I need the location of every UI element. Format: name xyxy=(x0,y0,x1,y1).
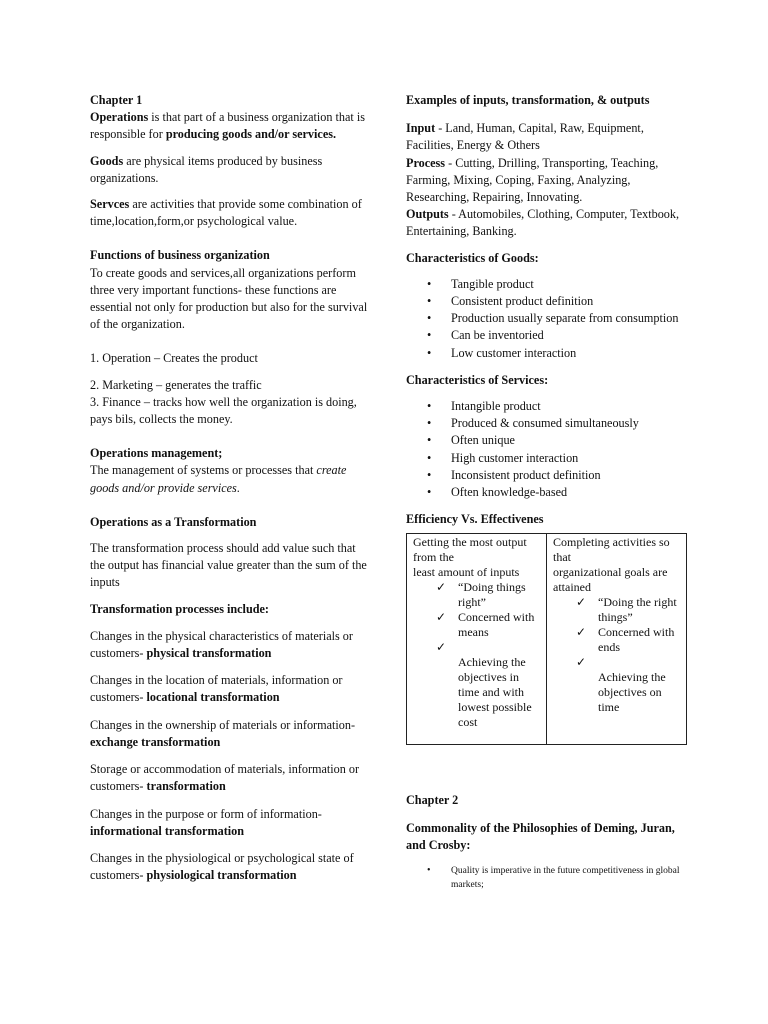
process-type: locational transformation xyxy=(146,690,280,705)
list-item: • Production usually separate from consumption xyxy=(406,310,691,327)
outputs-term: Outputs xyxy=(406,207,449,222)
list-item: • Low customer interaction xyxy=(406,345,691,362)
process-text: Changes in the location of materials, information or customers- xyxy=(90,673,343,705)
output-examples xyxy=(406,206,691,240)
om-end: . xyxy=(236,480,240,495)
process-examples xyxy=(406,155,691,207)
functions-text: To create goods and services,all organizations perform three very important functions- these functions are essential not only for production but also for the survival of the organization. xyxy=(90,265,368,332)
process-item xyxy=(90,850,370,884)
list-item: • Quality is imperative in the future competitiveness in global markets; xyxy=(406,864,691,892)
process-term: Process xyxy=(406,155,446,170)
services-term: Servces xyxy=(90,197,130,212)
functions-heading: Functions of business organization xyxy=(90,248,270,263)
services-definition xyxy=(90,196,370,230)
services-characteristics-list xyxy=(406,398,691,501)
efficiency-definition-line1: Getting the most output from the xyxy=(413,535,527,565)
efficiency-effectiveness-table xyxy=(406,533,687,745)
list-item: ✓ “Doing things right” xyxy=(413,580,541,610)
list-item: • Inconsistent product definition xyxy=(406,467,691,484)
list-item: ✓ Achieving the objectives in time and with lowest possible cost xyxy=(413,640,541,730)
transformation-heading: Operations as a Transformation xyxy=(90,514,257,529)
input-term: Input xyxy=(406,121,436,136)
efficiency-cell xyxy=(407,534,547,745)
process-type: physiological transformation xyxy=(146,868,297,883)
effectiveness-definition-line1: Completing activities so that xyxy=(553,535,670,565)
processes-heading: Transformation processes include: xyxy=(90,601,269,616)
process-item xyxy=(90,806,370,840)
process-type: transformation xyxy=(146,779,226,794)
list-item: ✓ Concerned with means xyxy=(413,610,541,640)
input-text: - Land, Human, Capital, Raw, Equipment, Facilities, Energy & Others xyxy=(406,121,644,153)
goods-characteristics-heading: Characteristics of Goods: xyxy=(406,250,539,265)
operations-definition xyxy=(90,109,370,143)
process-text: Changes in the purpose or form of information- xyxy=(90,806,322,821)
operations-text: is that part of a business organization that is responsible for xyxy=(90,110,365,142)
operations-bold: producing goods and/or services. xyxy=(165,127,337,142)
process-text: Changes in the physiological or psychological state of customers- xyxy=(90,850,354,883)
services-characteristics-heading: Characteristics of Services: xyxy=(406,372,549,387)
operations-term: Operations xyxy=(90,110,149,125)
transformation-text: The transformation process should add value such that the output has financial value greater than the sum of the inputs xyxy=(90,541,367,590)
list-item: • Intangible product xyxy=(406,398,691,415)
om-heading: Operations management; xyxy=(90,446,223,461)
table-row xyxy=(407,534,687,745)
list-item: • High customer interaction xyxy=(406,450,691,467)
goods-text: are physical items produced by business organizations. xyxy=(90,153,323,185)
effectiveness-list xyxy=(553,595,681,715)
process-type: physical transformation xyxy=(146,646,272,661)
list-item: • Consistent product definition xyxy=(406,293,691,310)
list-item: ✓ Concerned with ends xyxy=(553,625,681,655)
list-item: • Often unique xyxy=(406,432,691,449)
process-text: Changes in the physical characteristics of materials or customers- xyxy=(90,628,353,661)
efficiency-heading: Efficiency Vs. Effectivenes xyxy=(406,512,544,527)
commonality-heading: Commonality of the Philosophies of Deming, Juran, and Crosby: xyxy=(406,820,675,852)
process-item xyxy=(90,717,370,751)
list-item: ✓ “Doing the right things” xyxy=(553,595,681,625)
list-item: • Often knowledge-based xyxy=(406,484,691,501)
list-item: • Tangible product xyxy=(406,276,691,293)
efficiency-definition-line2: least amount of inputs xyxy=(413,565,520,580)
chapter-2-heading: Chapter 2 xyxy=(406,793,459,808)
process-item xyxy=(90,628,370,662)
right-column xyxy=(406,92,691,892)
outputs-text: - Automobiles, Clothing, Computer, Textbook, Entertaining, Banking. xyxy=(406,207,680,239)
process-type: informational transformation xyxy=(90,823,245,838)
function-finance: 3. Finance – tracks how well the organization is doing, pays bils, collects the money. xyxy=(90,394,357,427)
goods-characteristics-list xyxy=(406,276,691,362)
goods-term: Goods xyxy=(90,153,124,168)
list-item: • Can be inventoried xyxy=(406,327,691,344)
om-definition xyxy=(90,462,370,496)
function-operation: 1. Operation – Creates the product xyxy=(90,351,258,366)
process-item xyxy=(90,672,370,706)
process-text: Changes in the ownership of materials or information- xyxy=(90,717,356,732)
effectiveness-cell xyxy=(547,534,687,745)
services-text: are activities that provide some combination of time,location,form,or psychological value. xyxy=(90,197,362,229)
efficiency-list xyxy=(413,580,541,730)
list-item: • Produced & consumed simultaneously xyxy=(406,415,691,432)
chapter-1-heading: Chapter 1 xyxy=(90,93,143,107)
function-marketing: 2. Marketing – generates the traffic xyxy=(90,377,262,392)
examples-heading: Examples of inputs, transformation, & outputs xyxy=(406,93,650,107)
process-type: exchange transformation xyxy=(90,734,221,749)
process-text: Storage or accommodation of materials, information or customers- xyxy=(90,762,360,794)
effectiveness-definition-line2: organizational goals are attained xyxy=(553,565,668,595)
input-examples xyxy=(406,120,691,154)
left-column xyxy=(90,92,370,884)
om-text: The management of systems or processes that xyxy=(90,463,317,478)
commonality-list xyxy=(406,864,691,892)
goods-definition xyxy=(90,153,370,187)
om-italic: create goods and/or provide services xyxy=(90,463,347,495)
list-item: ✓ Achieving the objectives on time xyxy=(553,655,681,715)
process-item xyxy=(90,761,370,795)
process-text: - Cutting, Drilling, Transporting, Teaching, Farming, Mixing, Coping, Faxing, Analyzing, Researching, Repairing, Innovating. xyxy=(406,155,659,205)
